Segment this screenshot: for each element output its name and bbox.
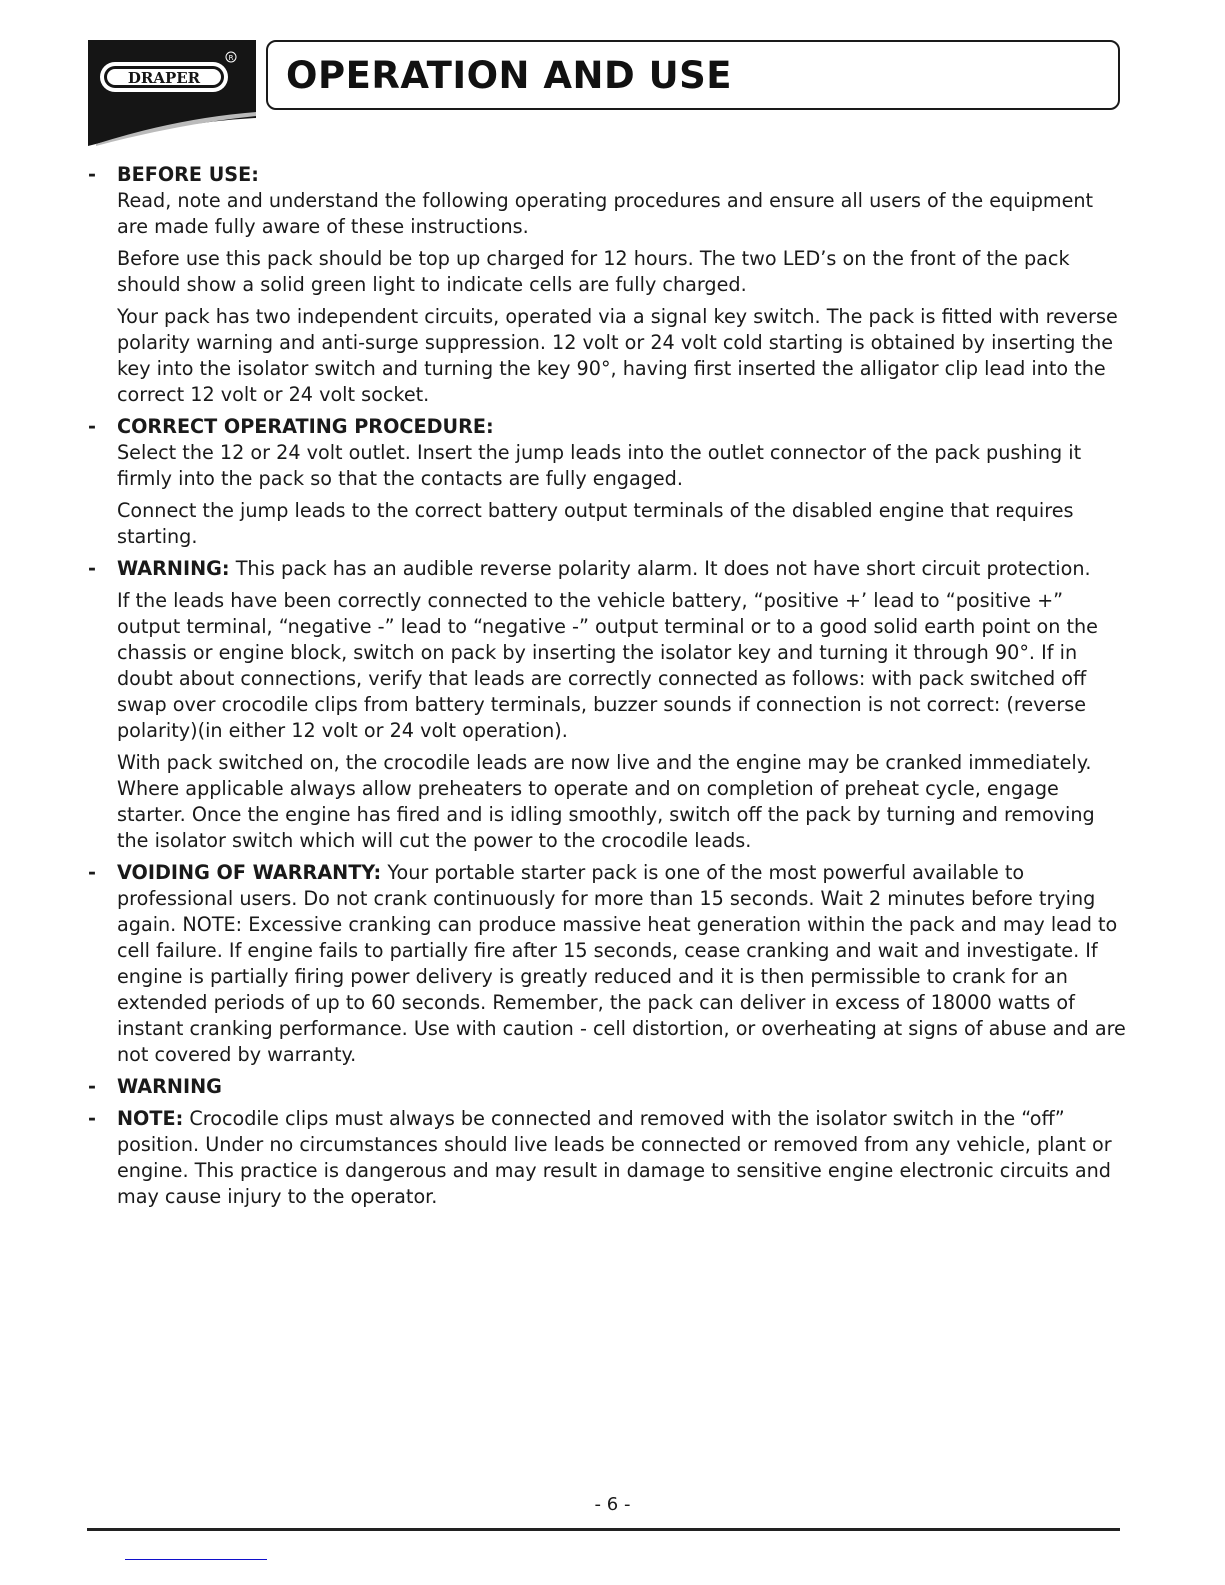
item-lead-paragraph bbox=[117, 556, 1128, 582]
paragraph: Before use this pack should be top up charged for 12 hours. The two LED’s on the front of the pack should show a solid green light to indicate cells are fully charged. bbox=[117, 247, 1070, 296]
item-heading: NOTE: bbox=[117, 1107, 184, 1130]
instruction-item bbox=[88, 1106, 1128, 1210]
bullet-dash: - bbox=[88, 557, 96, 580]
item-heading: WARNING: bbox=[117, 557, 230, 580]
instruction-item bbox=[88, 556, 1128, 854]
link-underline bbox=[125, 1559, 267, 1560]
item-text: Crocodile clips must always be connected and removed with the isolator switch in the “off” position. Under no circumstances should live leads be connected or removed from any vehicle, plant or engine. This practice is dangerous and may result in damage to sensitive engine electronic circuits and may cause injury to the operator. bbox=[117, 1107, 1112, 1208]
item-text: Your portable starter pack is one of the most powerful available to professional users. Do not crank continuously for more than 15 seconds. Wait 2 minutes before trying again. NOTE: Excessive cranking can produce massive heat generation within the pack and may lead to cell failure. If engine fails to partially fire after 15 seconds, cease cranking and wait and investigate. If engine is partially firing power delivery is greatly reduced and it is then permissible to crank for an extended periods of up to 60 seconds. Remember, the pack can deliver in excess of 18000 watts of instant cranking performance. Use with caution - cell distortion, or overheating at signs of abuse and are not covered by warranty. bbox=[117, 861, 1126, 1066]
paragraph: Connect the jump leads to the correct battery output terminals of the disabled engine that requires starting. bbox=[117, 499, 1074, 548]
paragraph: If the leads have been correctly connected to the vehicle battery, “positive +’ lead to “positive +” output terminal, “negative -” lead to “negative -” output terminal or to a good solid earth point on the chassis or engine block, switch on pack by inserting the isolator key and turning it through 90°. If in doubt about connections, verify that leads are correctly connected as follows: with pack switched off swap over crocodile clips from battery terminals, buzzer sounds if connection is not correct: (reverse polarity)(in either 12 volt or 24 volt operation). bbox=[117, 589, 1098, 742]
bullet-dash: - bbox=[88, 163, 96, 186]
item-lead-paragraph bbox=[117, 414, 1128, 440]
paragraph: Your pack has two independent circuits, operated via a signal key switch. The pack is fitted with reverse polarity warning and anti-surge suppression. 12 volt or 24 volt cold starting is obtained by inserting the key into the isolator switch and turning the key 90°, having first inserted the alligator clip lead into the correct 12 volt or 24 volt socket. bbox=[117, 305, 1118, 406]
item-heading: WARNING bbox=[117, 1075, 222, 1098]
item-lead-paragraph bbox=[117, 1074, 1128, 1100]
item-lead-paragraph bbox=[117, 860, 1128, 1068]
instruction-item bbox=[88, 414, 1128, 550]
bullet-dash: - bbox=[88, 1107, 96, 1130]
footer-rule bbox=[87, 1528, 1120, 1531]
svg-text:R: R bbox=[228, 54, 234, 62]
item-lead-paragraph bbox=[117, 162, 1128, 188]
paragraph: Select the 12 or 24 volt outlet. Insert the jump leads into the outlet connector of the pack pushing it firmly into the pack so that the contacts are fully engaged. bbox=[117, 441, 1082, 490]
instructions-content bbox=[88, 162, 1128, 1216]
item-text: This pack has an audible reverse polarity alarm. It does not have short circuit protection. bbox=[229, 557, 1091, 580]
bullet-dash: - bbox=[88, 415, 96, 438]
title-box bbox=[266, 40, 1120, 110]
item-heading: VOIDING OF WARRANTY: bbox=[117, 861, 382, 884]
draper-logo bbox=[88, 40, 258, 148]
item-lead-paragraph bbox=[117, 1106, 1128, 1210]
instruction-item bbox=[88, 1074, 1128, 1100]
instruction-item bbox=[88, 860, 1128, 1068]
bullet-dash: - bbox=[88, 861, 96, 884]
page-title: OPERATION AND USE bbox=[286, 54, 733, 97]
paragraph: With pack switched on, the crocodile leads are now live and the engine may be cranked immediately. Where applicable always allow preheaters to operate and on completion of preheat cycle, engage starter. Once the engine has fired and is idling smoothly, switch off the pack by turning and removing the isolator switch which will cut the power to the crocodile leads. bbox=[117, 751, 1095, 852]
instruction-item bbox=[88, 162, 1128, 408]
svg-text:DRAPER: DRAPER bbox=[127, 69, 201, 87]
item-heading: BEFORE USE: bbox=[117, 163, 259, 186]
paragraph: Read, note and understand the following operating procedures and ensure all users of the equipment are made fully aware of these instructions. bbox=[117, 189, 1094, 238]
bullet-dash: - bbox=[88, 1075, 96, 1098]
item-heading: CORRECT OPERATING PROCEDURE: bbox=[117, 415, 494, 438]
page-number: - 6 - bbox=[594, 1494, 631, 1515]
